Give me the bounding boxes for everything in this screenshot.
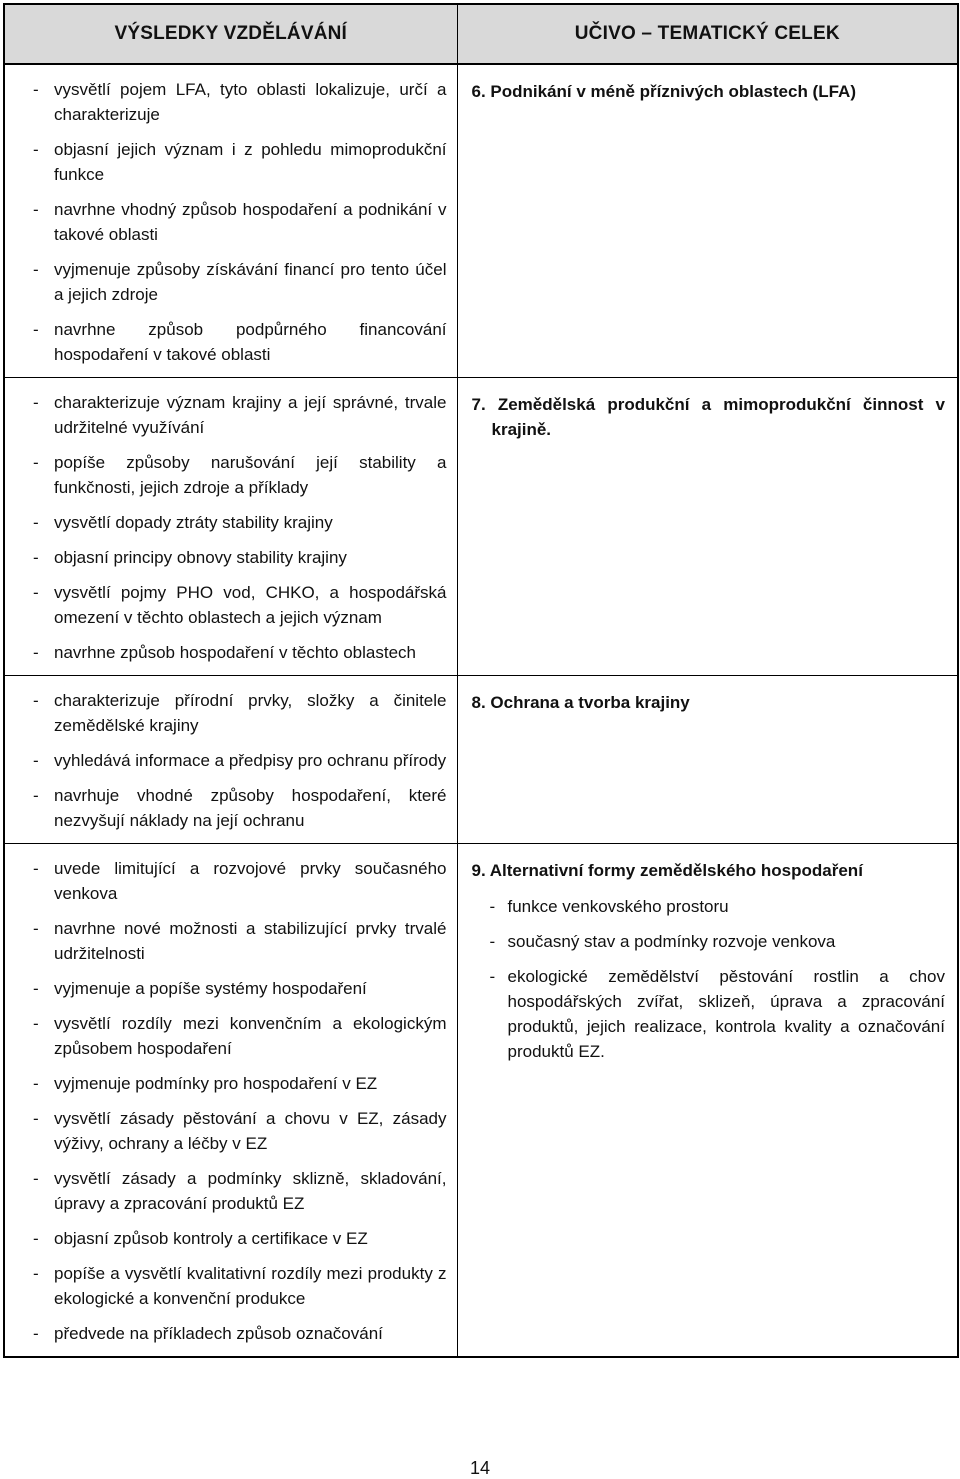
topic-cell-6	[457, 64, 958, 378]
section-row-9	[4, 844, 958, 1358]
page-number: 14	[469, 1458, 491, 1478]
outcome-item: - předvede na příkladech způsob označování	[27, 1321, 447, 1346]
outcome-item: - charakterizuje význam krajiny a její správné, trvale udržitelné využívání	[27, 390, 447, 440]
subtopic-item: - funkce venkovského prostoru	[472, 894, 946, 919]
outcome-item: - navrhne způsob podpůrného financování hospodaření v takové oblasti	[27, 317, 447, 367]
outcome-item: - vysvětlí pojmy PHO vod, CHKO, a hospodářská omezení v těchto oblastech a jejich význam	[27, 580, 447, 630]
outcome-item: - objasní způsob kontroly a certifikace v EZ	[27, 1226, 447, 1251]
topic-title-8: 8. Ochrana a tvorba krajiny	[471, 693, 690, 712]
outcome-item: - vyhledává informace a předpisy pro ochranu přírody	[27, 748, 447, 773]
outcomes-cell-7	[4, 378, 457, 676]
outcome-item: - uvede limitující a rozvojové prvky současného venkova	[27, 856, 447, 906]
header-curriculum-topic: UČIVO – TEMATICKÝ CELEK	[457, 4, 958, 64]
outcome-item: - objasní principy obnovy stability krajiny	[27, 545, 447, 570]
outcomes-cell-9	[4, 844, 457, 1358]
outcome-item: - vysvětlí zásady pěstování a chovu v EZ, zásady výživy, ochrany a léčby v EZ	[27, 1106, 447, 1156]
outcome-item: - objasní jejich význam i z pohledu mimoprodukční funkce	[27, 137, 447, 187]
table-header-row	[4, 4, 958, 64]
outcome-item: - vysvětlí zásady a podmínky sklizně, skladování, úpravy a zpracování produktů EZ	[27, 1166, 447, 1216]
outcome-item: - vysvětlí dopady ztráty stability krajiny	[27, 510, 447, 535]
subtopic-item: - současný stav a podmínky rozvoje venkova	[472, 929, 946, 954]
outcome-item: - popíše a vysvětlí kvalitativní rozdíly mezi produkty z ekologické a konvenční produkce	[27, 1261, 447, 1311]
header-learning-outcomes: VÝSLEDKY VZDĚLÁVÁNÍ	[4, 4, 457, 64]
outcome-item: - popíše způsoby narušování její stability a funkčnosti, jejich zdroje a příklady	[27, 450, 447, 500]
section-row-7	[4, 378, 958, 676]
outcome-item: - vysvětlí rozdíly mezi konvenčním a ekologickým způsobem hospodaření	[27, 1011, 447, 1061]
topic-title-6: 6. Podnikání v méně příznivých oblastech (LFA)	[471, 82, 856, 101]
topic-cell-9	[457, 844, 958, 1358]
curriculum-table	[3, 3, 959, 1358]
section-row-8	[4, 676, 958, 844]
outcome-item: - charakterizuje přírodní prvky, složky a činitele zemědělské krajiny	[27, 688, 447, 738]
subtopic-item: - ekologické zemědělství pěstování rostlin a chov hospodářských zvířat, sklizeň, úprava a zpracování produktů, jejich realizace, kontrola kvality a označování produktů EZ.	[472, 964, 946, 1064]
outcome-item: - vyjmenuje podmínky pro hospodaření v EZ	[27, 1071, 447, 1096]
section-row-6	[4, 64, 958, 378]
outcome-item: - vyjmenuje a popíše systémy hospodaření	[27, 976, 447, 1001]
topic-cell-8	[457, 676, 958, 844]
topic-cell-7	[457, 378, 958, 676]
outcome-item: - navrhne způsob hospodaření v těchto oblastech	[27, 640, 447, 665]
outcome-item: - navrhne nové možnosti a stabilizující prvky trvalé udržitelnosti	[27, 916, 447, 966]
topic-title-9: 9. Alternativní formy zemědělského hospodaření	[471, 861, 863, 880]
topic-title-7: 7. Zemědělská produkční a mimoprodukční činnost v krajině.	[471, 395, 945, 439]
outcome-item: - vyjmenuje způsoby získávání financí pro tento účel a jejich zdroje	[27, 257, 447, 307]
outcomes-cell-8	[4, 676, 457, 844]
outcomes-cell-6	[4, 64, 457, 378]
outcome-item: - vysvětlí pojem LFA, tyto oblasti lokalizuje, určí a charakterizuje	[27, 77, 447, 127]
outcome-item: - navrhne vhodný způsob hospodaření a podnikání v takové oblasti	[27, 197, 447, 247]
outcome-item: - navrhuje vhodné způsoby hospodaření, které nezvyšují náklady na její ochranu	[27, 783, 447, 833]
